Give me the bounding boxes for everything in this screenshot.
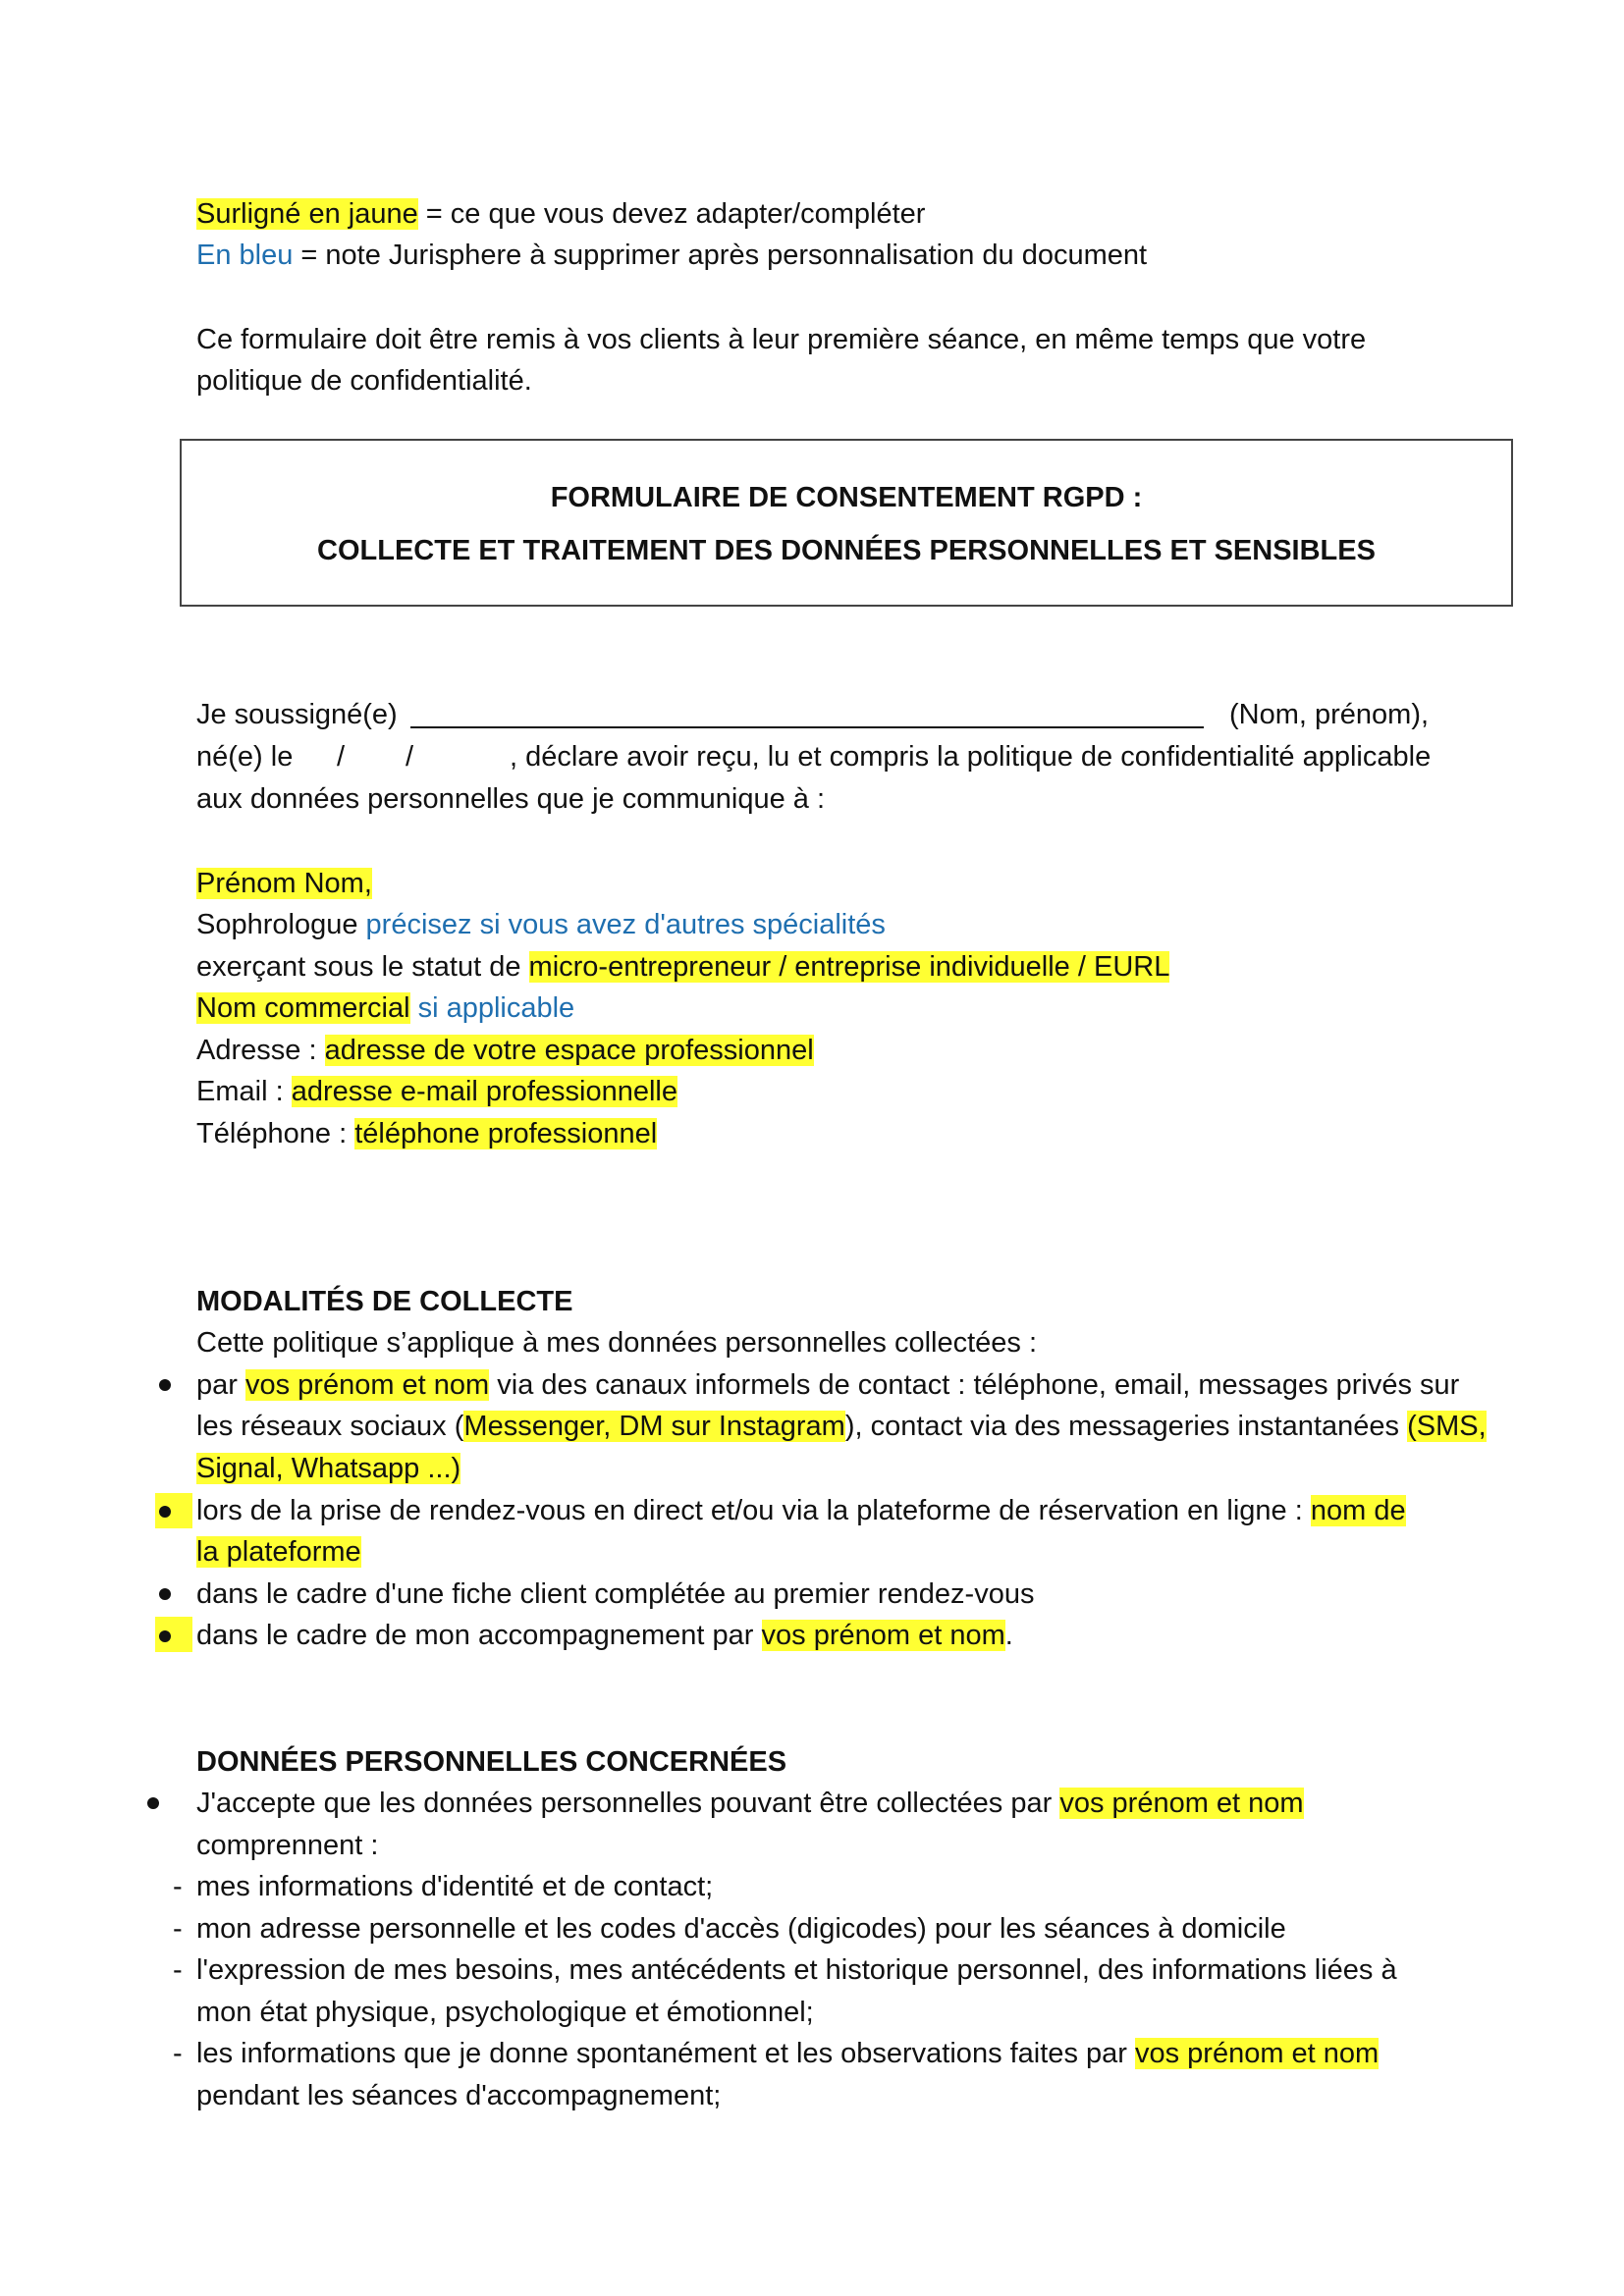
donnees-item-1: mes informations d'identité et de contact; [196,1871,714,1902]
identity-adresse: Adresse : adresse de votre espace professionnel [196,1035,814,1066]
donnees-heading: DONNÉES PERSONNELLES CONCERNÉES [196,1746,787,1778]
legend-blue [196,235,1147,276]
title-line-2: COLLECTE ET TRAITEMENT DES DONNÉES PERSONNELLES ET SENSIBLES [317,535,1376,566]
modalites-bullet-2-line-2: la plateforme [196,1536,361,1568]
title-box [180,439,1513,607]
date-slash-1: / [337,741,346,773]
donnees-item-4-line-1: les informations que je donne spontanément et les observations faites par vos prénom et nom [196,2038,1380,2069]
identity-statut: exerçant sous le statut de micro-entrepreneur / entreprise individuelle / EURL [196,951,1170,983]
legend-blue-text: = note Jurisphere à supprimer après personnalisation du document [293,240,1148,271]
donnees-item-2: mon adresse personnelle et les codes d'accès (digicodes) pour les séances à domicile [196,1913,1286,1945]
title-line-1: FORMULAIRE DE CONSENTEMENT RGPD : [550,482,1143,513]
dash-marker: - [173,1871,183,1902]
modalites-bullet-4: dans le cadre de mon accompagnement par vos prénom et nom. [196,1620,1013,1651]
modalites-heading: MODALITÉS DE COLLECTE [196,1286,573,1317]
legend-yellow-text: = ce que vous devez adapter/compléter [417,198,926,230]
bullet-icon [159,1630,171,1642]
donnees-bullet-1-line-1: J'accepte que les données personnelles pouvant être collectées par vos prénom et nom [196,1788,1304,1819]
modalites-intro: Cette politique s’applique à mes données personnelles collectées : [196,1327,1038,1359]
bullet-icon [159,1588,171,1600]
dash-marker: - [173,1954,183,1986]
identity-nom-commercial: Nom commercial si applicable [196,992,575,1024]
modalites-bullet-2-line-1: lors de la prise de rendez-vous en direct et/ou via la plateforme de réservation en ligne : nom de [196,1495,1406,1526]
modalites-bullet-1-line-1: par vos prénom et nom via des canaux informels de contact : téléphone, email, messages privés sur [196,1369,1460,1401]
name-blank-field [410,726,1204,728]
identity-name: Prénom Nom, [196,868,372,899]
donnees-item-3-line-2: mon état physique, psychologique et émotionnel; [196,1997,814,2028]
date-slash-2: / [406,741,414,773]
bullet-icon [159,1506,171,1518]
bullet-icon [147,1797,159,1809]
identity-profession: Sophrologue précisez si vous avez d'autres spécialités [196,909,886,940]
dash-marker: - [173,2038,183,2069]
modalites-bullet-1-line-3: Signal, Whatsapp ...) [196,1453,461,1484]
nom-prenom-label: (Nom, prénom), [1229,699,1430,730]
intro-line-2: politique de confidentialité. [196,365,532,397]
declaration-line-3: aux données personnelles que je communique à : [196,783,826,815]
legend-blue-label: En bleu [196,240,294,271]
declare-text: , déclare avoir reçu, lu et compris la politique de confidentialité applicable [510,741,1432,773]
legend-yellow-label: Surligné en jaune [196,198,418,230]
donnees-item-4-line-2: pendant les séances d'accompagnement; [196,2080,722,2111]
bullet-icon [159,1379,171,1391]
modalites-bullet-3: dans le cadre d'une fiche client complétée au premier rendez-vous [196,1578,1035,1610]
ne-le-label: né(e) le [196,741,294,773]
intro-line-1: Ce formulaire doit être remis à vos clients à leur première séance, en même temps que votre [196,324,1367,355]
soussigne-label: Je soussigné(e) [196,699,398,730]
modalites-bullet-1-line-2: les réseaux sociaux (Messenger, DM sur Instagram), contact via des messageries instantanées (SMS, [196,1411,1487,1442]
identity-telephone: Téléphone : téléphone professionnel [196,1118,658,1149]
legend-yellow [196,193,925,235]
donnees-item-3-line-1: l'expression de mes besoins, mes antécédents et historique personnel, des informations liées à [196,1954,1397,1986]
identity-email: Email : adresse e-mail professionnelle [196,1076,677,1107]
dash-marker: - [173,1913,183,1945]
donnees-bullet-1-line-2: comprennent : [196,1830,379,1861]
